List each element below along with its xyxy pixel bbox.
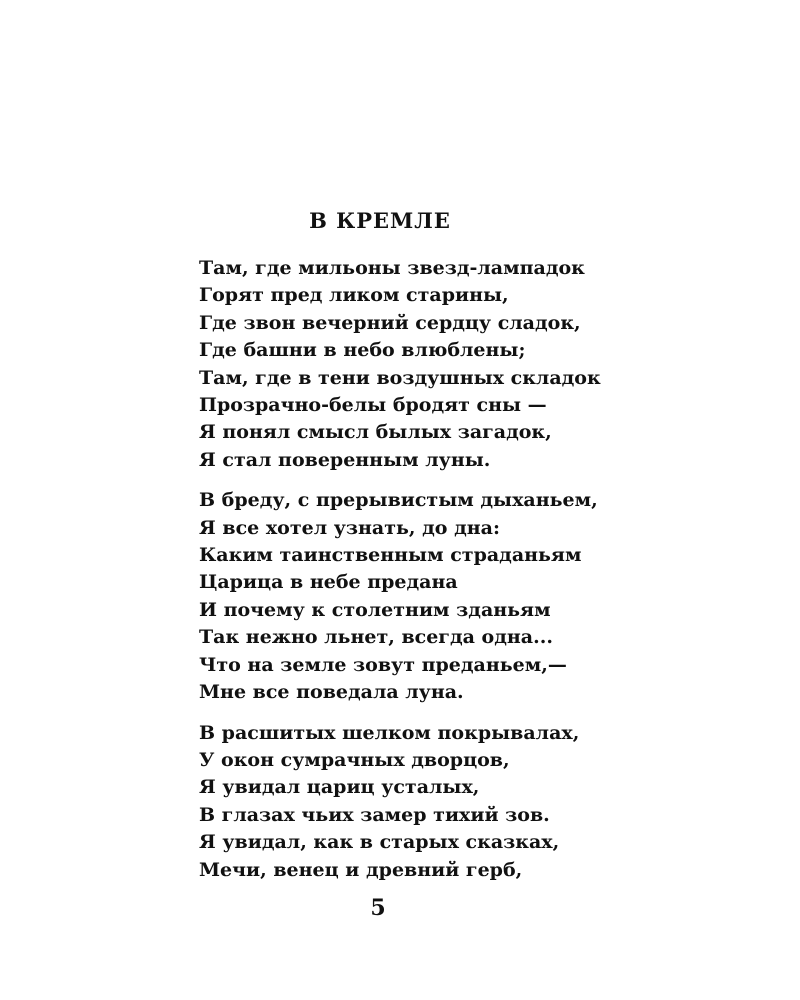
poem-line: Так нежно льнет, всегда одна...: [199, 626, 553, 649]
poem-line: В бреду, с прерывистым дыханьем,: [199, 489, 598, 512]
poem-line: Прозрачно-белы бродят сны —: [199, 394, 547, 417]
poem-line: Там, где мильоны звезд-лампадок: [199, 257, 585, 279]
poem-line: Царица в небе предана: [199, 571, 458, 594]
poem-line: Каким таинственным страданьям: [199, 544, 582, 567]
poem-title: В КРЕМЛЕ: [309, 208, 451, 233]
poem-line: В расшитых шелком покрывалах,: [199, 721, 580, 744]
poem-line: Мечи, венец и древний герб,: [199, 858, 523, 881]
stanza-3: [199, 720, 779, 884]
poem-line: Горят пред ликом старины,: [199, 284, 509, 307]
poem-line: Мне все поведала луна.: [199, 681, 464, 704]
poem-line: Я увидал, как в старых сказках,: [199, 831, 560, 854]
stanza-2: [199, 487, 779, 706]
poem-line: Где звон вечерний сердцу сладок,: [199, 311, 581, 334]
poem-line: И почему к столетним зданьям: [199, 598, 551, 621]
page-number: 5: [370, 895, 386, 921]
stanza-1: [199, 255, 779, 474]
poem-line: Где башни в небо влюблены;: [199, 339, 526, 362]
poem-line: У окон сумрачных дворцов,: [199, 748, 510, 771]
poem-line: Что на земле зовут преданьем,—: [199, 653, 567, 676]
poem-line: Я все хотел узнать, до дна:: [199, 516, 500, 539]
poem-line: В глазах чьих замер тихий зов.: [199, 803, 550, 826]
poem-line: Я понял смысл былых загадок,: [199, 421, 552, 444]
poem-line: Я стал поверенным луны.: [199, 448, 491, 471]
poem-line: Там, где в тени воздушных складок: [199, 366, 601, 389]
poem-body: [199, 255, 779, 897]
poem-line: Я увидал цариц усталых,: [199, 776, 480, 799]
